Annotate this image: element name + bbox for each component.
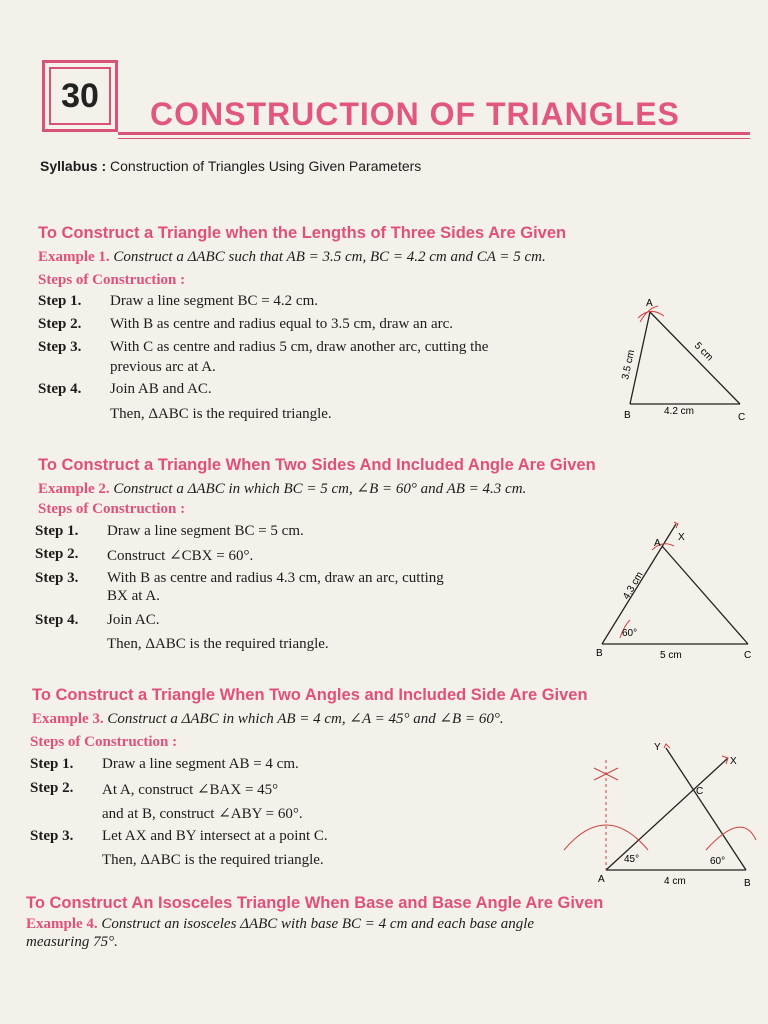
example-1 — [38, 249, 546, 266]
step-label: Step 3. — [30, 828, 74, 844]
fig3-label-c: C — [696, 786, 704, 797]
section-2-step-3 — [35, 570, 444, 587]
fig3-label-angle-a: 45° — [624, 854, 640, 865]
fig2-label-c: C — [744, 650, 752, 661]
section-2-heading: To Construct a Triangle When Two Sides And Included Angle Are Given — [38, 456, 596, 474]
example-4-label: Example 4. — [26, 916, 98, 932]
fig2-label-a: A — [654, 538, 661, 549]
section-3-steps-heading: Steps of Construction : — [30, 734, 178, 750]
step-label: Step 2. — [35, 546, 79, 562]
section-3-step-2-cont: and at B, construct ∠ABY = 60°. — [102, 806, 303, 822]
fig1-label-ab: 3.5 cm — [620, 348, 638, 381]
step-label: Step 1. — [38, 293, 82, 309]
section-2-step-4 — [35, 612, 160, 629]
section-4-heading: To Construct An Isosceles Triangle When Base and Base Angle Are Given — [26, 894, 604, 912]
section-3-step-2 — [30, 780, 278, 799]
fig1-label-ac: 5 cm — [691, 340, 715, 364]
fig2-label-b: B — [596, 648, 603, 659]
step-text: Join AB and AC. — [110, 381, 212, 397]
example-2 — [38, 479, 526, 498]
section-1-conclusion: Then, ΔABC is the required triangle. — [110, 406, 332, 422]
title-underline — [118, 132, 750, 135]
section-3-conclusion: Then, ΔABC is the required triangle. — [102, 852, 324, 868]
step-text: Draw a line segment BC = 5 cm. — [107, 523, 304, 539]
section-3-step-3 — [30, 828, 328, 845]
step-label: Step 4. — [38, 381, 82, 397]
example-4 — [26, 916, 534, 933]
section-2-step-2 — [35, 546, 253, 565]
figure-1-triangle — [610, 290, 760, 425]
fig1-label-a: A — [646, 298, 653, 309]
step-text: With C as centre and radius 5 cm, draw another arc, cutting the — [110, 339, 489, 355]
example-3-label: Example 3. — [32, 711, 104, 727]
section-2-step-3-cont: BX at A. — [107, 588, 160, 604]
step-text: Draw a line segment AB = 4 cm. — [102, 756, 299, 772]
section-2-steps-heading: Steps of Construction : — [38, 501, 186, 517]
section-1-step-2 — [38, 316, 453, 333]
example-3-text: Construct a ΔABC in which AB = 4 cm, ∠A = 45° and ∠B = 60°. — [107, 711, 504, 727]
step-text: Construct ∠CBX = 60°. — [107, 548, 254, 564]
chapter-number-box — [42, 60, 118, 132]
step-text: Let AX and BY intersect at a point C. — [102, 828, 328, 844]
step-text: With B as centre and radius 4.3 cm, draw an arc, cutting — [107, 570, 444, 586]
section-1-step-1 — [38, 293, 318, 310]
step-label: Step 3. — [38, 339, 82, 355]
step-label: Step 3. — [35, 570, 79, 586]
fig2-label-bc: 5 cm — [660, 650, 682, 661]
fig1-label-b: B — [624, 410, 631, 421]
syllabus — [40, 158, 421, 174]
example-3 — [32, 709, 504, 728]
fig3-label-a: A — [598, 874, 605, 885]
fig3-label-ab: 4 cm — [664, 876, 686, 887]
fig3-label-y: Y — [654, 742, 661, 753]
step-text: With B as centre and radius equal to 3.5 cm, draw an arc. — [110, 316, 454, 332]
fig2-label-x: X — [678, 532, 685, 543]
step-text: At A, construct ∠BAX = 45° — [102, 782, 279, 798]
step-label: Step 2. — [30, 780, 74, 796]
fig3-label-b: B — [744, 878, 751, 888]
figure-3-triangle — [556, 740, 762, 888]
section-1-steps-heading: Steps of Construction : — [38, 272, 186, 288]
fig1-label-c: C — [738, 412, 746, 423]
fig1-label-bc: 4.2 cm — [664, 406, 695, 417]
section-1-step-4 — [38, 381, 212, 398]
example-4-text-cont: measuring 75°. — [26, 934, 118, 950]
fig2-label-angle: 60° — [622, 628, 638, 639]
step-label: Step 2. — [38, 316, 82, 332]
example-2-label: Example 2. — [38, 481, 110, 497]
chapter-title: CONSTRUCTION OF TRIANGLES — [150, 96, 680, 132]
syllabus-text: Construction of Triangles Using Given Parameters — [110, 158, 422, 174]
example-2-text: Construct a ΔABC in which BC = 5 cm, ∠B = 60° and AB = 4.3 cm. — [113, 481, 527, 497]
fig3-label-x: X — [730, 756, 737, 767]
section-3-step-1 — [30, 756, 299, 773]
section-1-heading: To Construct a Triangle when the Lengths of Three Sides Are Given — [38, 224, 567, 242]
example-4-text: Construct an isosceles ΔABC with base BC = 4 cm and each base angle — [101, 916, 535, 932]
step-label: Step 1. — [35, 523, 79, 539]
syllabus-label: Syllabus : — [40, 158, 107, 174]
chapter-number: 30 — [49, 67, 111, 125]
title-underline-thin — [118, 138, 750, 139]
figure-2-triangle — [590, 520, 760, 662]
example-1-text: Construct a ΔABC such that AB = 3.5 cm, BC = 4.2 cm and CA = 5 cm. — [113, 249, 546, 265]
example-1-label: Example 1. — [38, 249, 110, 265]
section-1-step-3 — [38, 339, 488, 356]
step-text: Join AC. — [107, 612, 160, 628]
section-3-heading: To Construct a Triangle When Two Angles and Included Side Are Given — [32, 686, 588, 704]
fig2-label-ab: 4.3 cm — [621, 570, 646, 602]
step-text: Draw a line segment BC = 4.2 cm. — [110, 293, 319, 309]
section-1-step-3-cont: previous arc at A. — [110, 359, 216, 375]
section-2-step-1 — [35, 523, 304, 540]
section-2-conclusion: Then, ΔABC is the required triangle. — [107, 636, 329, 652]
step-label: Step 4. — [35, 612, 79, 628]
fig3-label-angle-b: 60° — [710, 856, 726, 867]
step-label: Step 1. — [30, 756, 74, 772]
